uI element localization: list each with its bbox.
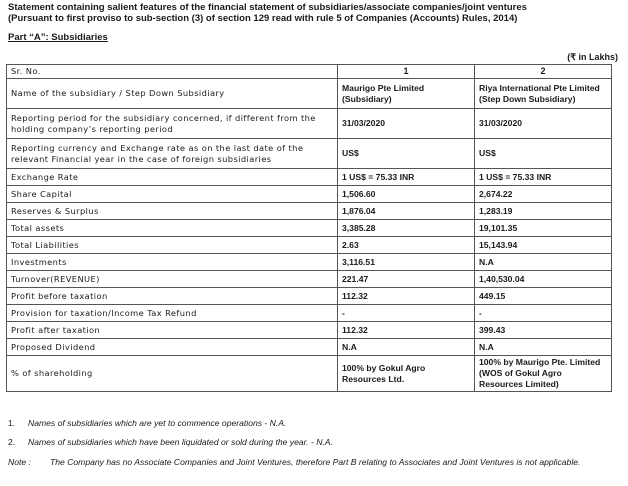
row-value-col-2: 100% by Maurigo Pte. Limited (WOS of Gokul Agro Resources Limited) bbox=[475, 356, 612, 392]
table-row bbox=[7, 339, 612, 356]
note-2-text: Names of subsidiaries which have been liquidated or sold during the year. - N.A. bbox=[28, 437, 333, 447]
note-3 bbox=[8, 456, 618, 468]
row-value-col-1: N.A bbox=[338, 339, 475, 356]
statement-title: Statement containing salient features of the financial statement of subsidiaries/associate companies/joint ventures bbox=[8, 2, 527, 13]
row-value-col-1: 1,506.60 bbox=[338, 186, 475, 203]
part-a-title: Part “A”: Subsidiaries bbox=[8, 32, 108, 43]
row-value-col-2: N.A bbox=[475, 254, 612, 271]
table-row bbox=[7, 186, 612, 203]
row-label: Reporting period for the subsidiary concerned, if different from the holding company’s reporting period bbox=[7, 109, 338, 139]
row-label: Profit before taxation bbox=[7, 288, 338, 305]
row-value-col-2: 31/03/2020 bbox=[475, 109, 612, 139]
row-value-col-2: - bbox=[475, 305, 612, 322]
row-value-col-2: 399.43 bbox=[475, 322, 612, 339]
row-label: Name of the subsidiary / Step Down Subsidiary bbox=[7, 79, 338, 109]
row-label: Profit after taxation bbox=[7, 322, 338, 339]
row-label: Share Capital bbox=[7, 186, 338, 203]
header-col-1: 1 bbox=[338, 65, 475, 79]
row-value-col-1: US$ bbox=[338, 139, 475, 169]
table-row bbox=[7, 139, 612, 169]
row-value-col-2: 1,283.19 bbox=[475, 203, 612, 220]
row-value-col-1: 3,116.51 bbox=[338, 254, 475, 271]
row-label: Investments bbox=[7, 254, 338, 271]
statement-subtitle: (Pursuant to first proviso to sub-section (3) of section 129 read with rule 5 of Companies (Accounts) Rules, 2014) bbox=[8, 13, 518, 24]
row-value-col-1: 1 US$ = 75.33 INR bbox=[338, 169, 475, 186]
table-row bbox=[7, 109, 612, 139]
note-1-text: Names of subsidiaries which are yet to commence operations - N.A. bbox=[28, 418, 287, 428]
unit-note: (₹ in Lakhs) bbox=[567, 52, 618, 62]
row-label: Exchange Rate bbox=[7, 169, 338, 186]
row-label: % of shareholding bbox=[7, 356, 338, 392]
note-2-number: 2. bbox=[8, 437, 16, 447]
row-label: Provision for taxation/Income Tax Refund bbox=[7, 305, 338, 322]
row-value-col-2: Riya International Pte Limited (Step Down Subsidiary) bbox=[475, 79, 612, 109]
subsidiaries-table bbox=[6, 64, 612, 392]
row-label: Reporting currency and Exchange rate as on the last date of the relevant Financial year in the case of foreign subsidiaries bbox=[7, 139, 338, 169]
row-value-col-2: 449.15 bbox=[475, 288, 612, 305]
row-value-col-1: 3,385.28 bbox=[338, 220, 475, 237]
table-row bbox=[7, 79, 612, 109]
row-label: Proposed Dividend bbox=[7, 339, 338, 356]
note-text: The Company has no Associate Companies and Joint Ventures, therefore Part B relating to Associates and Joint Ventures is not applicable. bbox=[50, 457, 581, 467]
row-label: Total Liabilities bbox=[7, 237, 338, 254]
row-value-col-1: 112.32 bbox=[338, 288, 475, 305]
table-row bbox=[7, 169, 612, 186]
note-2 bbox=[8, 437, 333, 447]
row-value-col-1: 31/03/2020 bbox=[338, 109, 475, 139]
table-row bbox=[7, 220, 612, 237]
table-row bbox=[7, 237, 612, 254]
row-value-col-2: 2,674.22 bbox=[475, 186, 612, 203]
header-col-2: 2 bbox=[475, 65, 612, 79]
row-value-col-2: 1,40,530.04 bbox=[475, 271, 612, 288]
note-1 bbox=[8, 418, 286, 428]
row-value-col-2: 19,101.35 bbox=[475, 220, 612, 237]
row-label: Reserves & Surplus bbox=[7, 203, 338, 220]
row-value-col-1: Maurigo Pte Limited (Subsidiary) bbox=[338, 79, 475, 109]
row-value-col-1: 221.47 bbox=[338, 271, 475, 288]
row-value-col-1: 100% by Gokul Agro Resources Ltd. bbox=[338, 356, 475, 392]
table-row bbox=[7, 288, 612, 305]
row-value-col-2: 1 US$ = 75.33 INR bbox=[475, 169, 612, 186]
table-row bbox=[7, 203, 612, 220]
row-value-col-1: 112.32 bbox=[338, 322, 475, 339]
table-row bbox=[7, 254, 612, 271]
header-sr-no: Sr. No. bbox=[7, 65, 338, 79]
table-header-row bbox=[7, 65, 612, 79]
row-label: Turnover(REVENUE) bbox=[7, 271, 338, 288]
row-value-col-1: 1,876.04 bbox=[338, 203, 475, 220]
table-row bbox=[7, 322, 612, 339]
row-value-col-1: 2.63 bbox=[338, 237, 475, 254]
row-value-col-2: US$ bbox=[475, 139, 612, 169]
note-1-number: 1. bbox=[8, 418, 16, 428]
row-value-col-1: - bbox=[338, 305, 475, 322]
table-row bbox=[7, 271, 612, 288]
row-value-col-2: N.A bbox=[475, 339, 612, 356]
table-row bbox=[7, 356, 612, 392]
note-label: Note : bbox=[8, 457, 31, 467]
table-row bbox=[7, 305, 612, 322]
row-label: Total assets bbox=[7, 220, 338, 237]
row-value-col-2: 15,143.94 bbox=[475, 237, 612, 254]
